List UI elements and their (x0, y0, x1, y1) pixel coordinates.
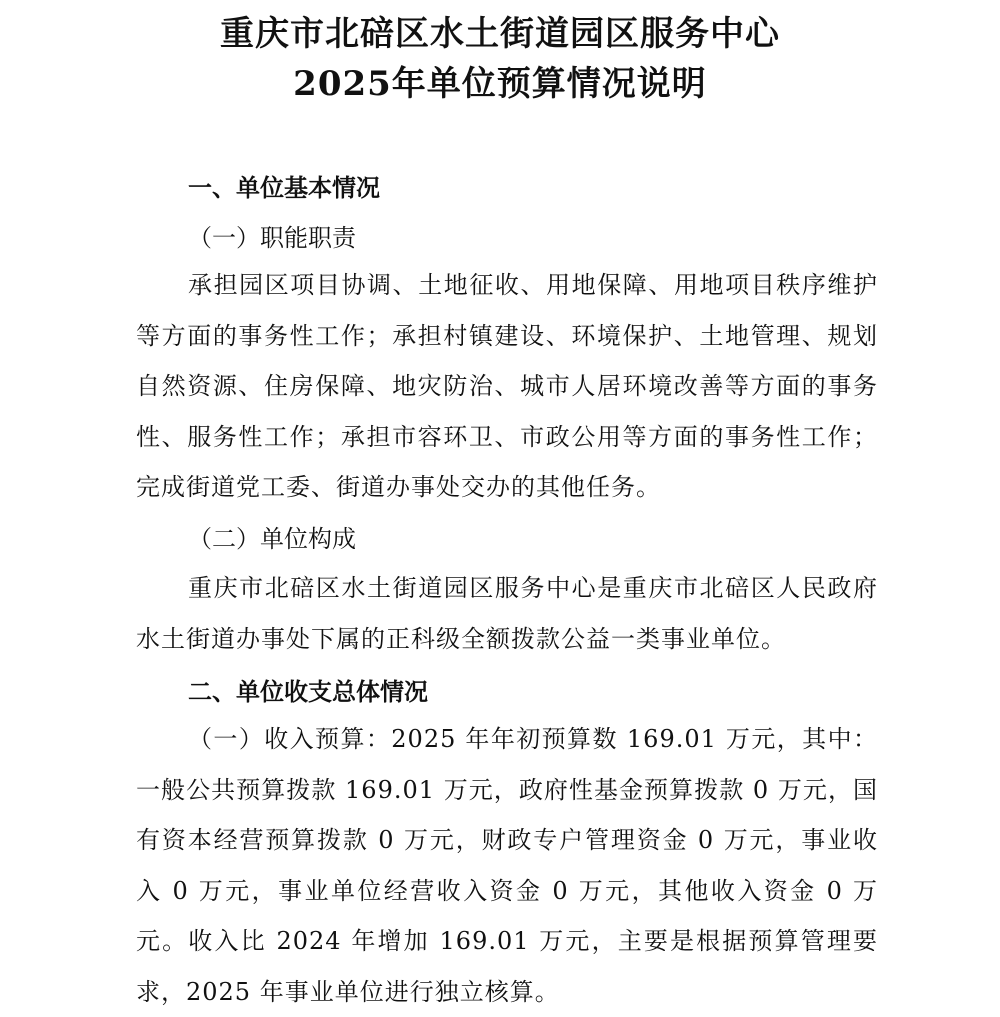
duties-paragraph: 承担园区项目协调、土地征收、用地保障、用地项目秩序维护等方面的事务性工作；承担村镇建设、环境保护、土地管理、规划自然资源、住房保障、地灾防治、城市人居环境改善等方面的事务性、服务性工作；承担市容环卫、市政公用等方面的事务性工作；完成街道党工委、街道办事处交办的其他任务。 (136, 271, 878, 501)
document-title-line-1: 重庆市北碚区水土街道园区服务中心 (220, 14, 780, 54)
section-1-sub-2-heading: （二）单位构成 (188, 525, 356, 553)
composition-paragraph: 重庆市北碚区水土街道园区服务中心是重庆市北碚区人民政府水土街道办事处下属的正科级全额拨款公益一类事业单位。 (136, 574, 878, 653)
document-title-line-2: 2025年单位预算情况说明 (293, 64, 707, 104)
income-budget-paragraph: （一）收入预算：2025 年年初预算数 169.01 万元，其中：一般公共预算拨款 169.01 万元，政府性基金预算拨款 0 万元，国有资本经营预算拨款 0 万元，财政专户管理资金 0 万元，事业收入 0 万元，事业单位经营收入资金 0 万元，其他收入资金 0 万元。收入比 2024 年增加 169.01 万元，主要是根据预算管理要求，2025 年事业单位进行独立核算。 (136, 725, 878, 1006)
section-2-heading: 二、单位收支总体情况 (188, 677, 428, 706)
section-1-sub-1-heading: （一）职能职责 (188, 224, 356, 252)
section-1-heading: 一、单位基本情况 (188, 173, 380, 202)
